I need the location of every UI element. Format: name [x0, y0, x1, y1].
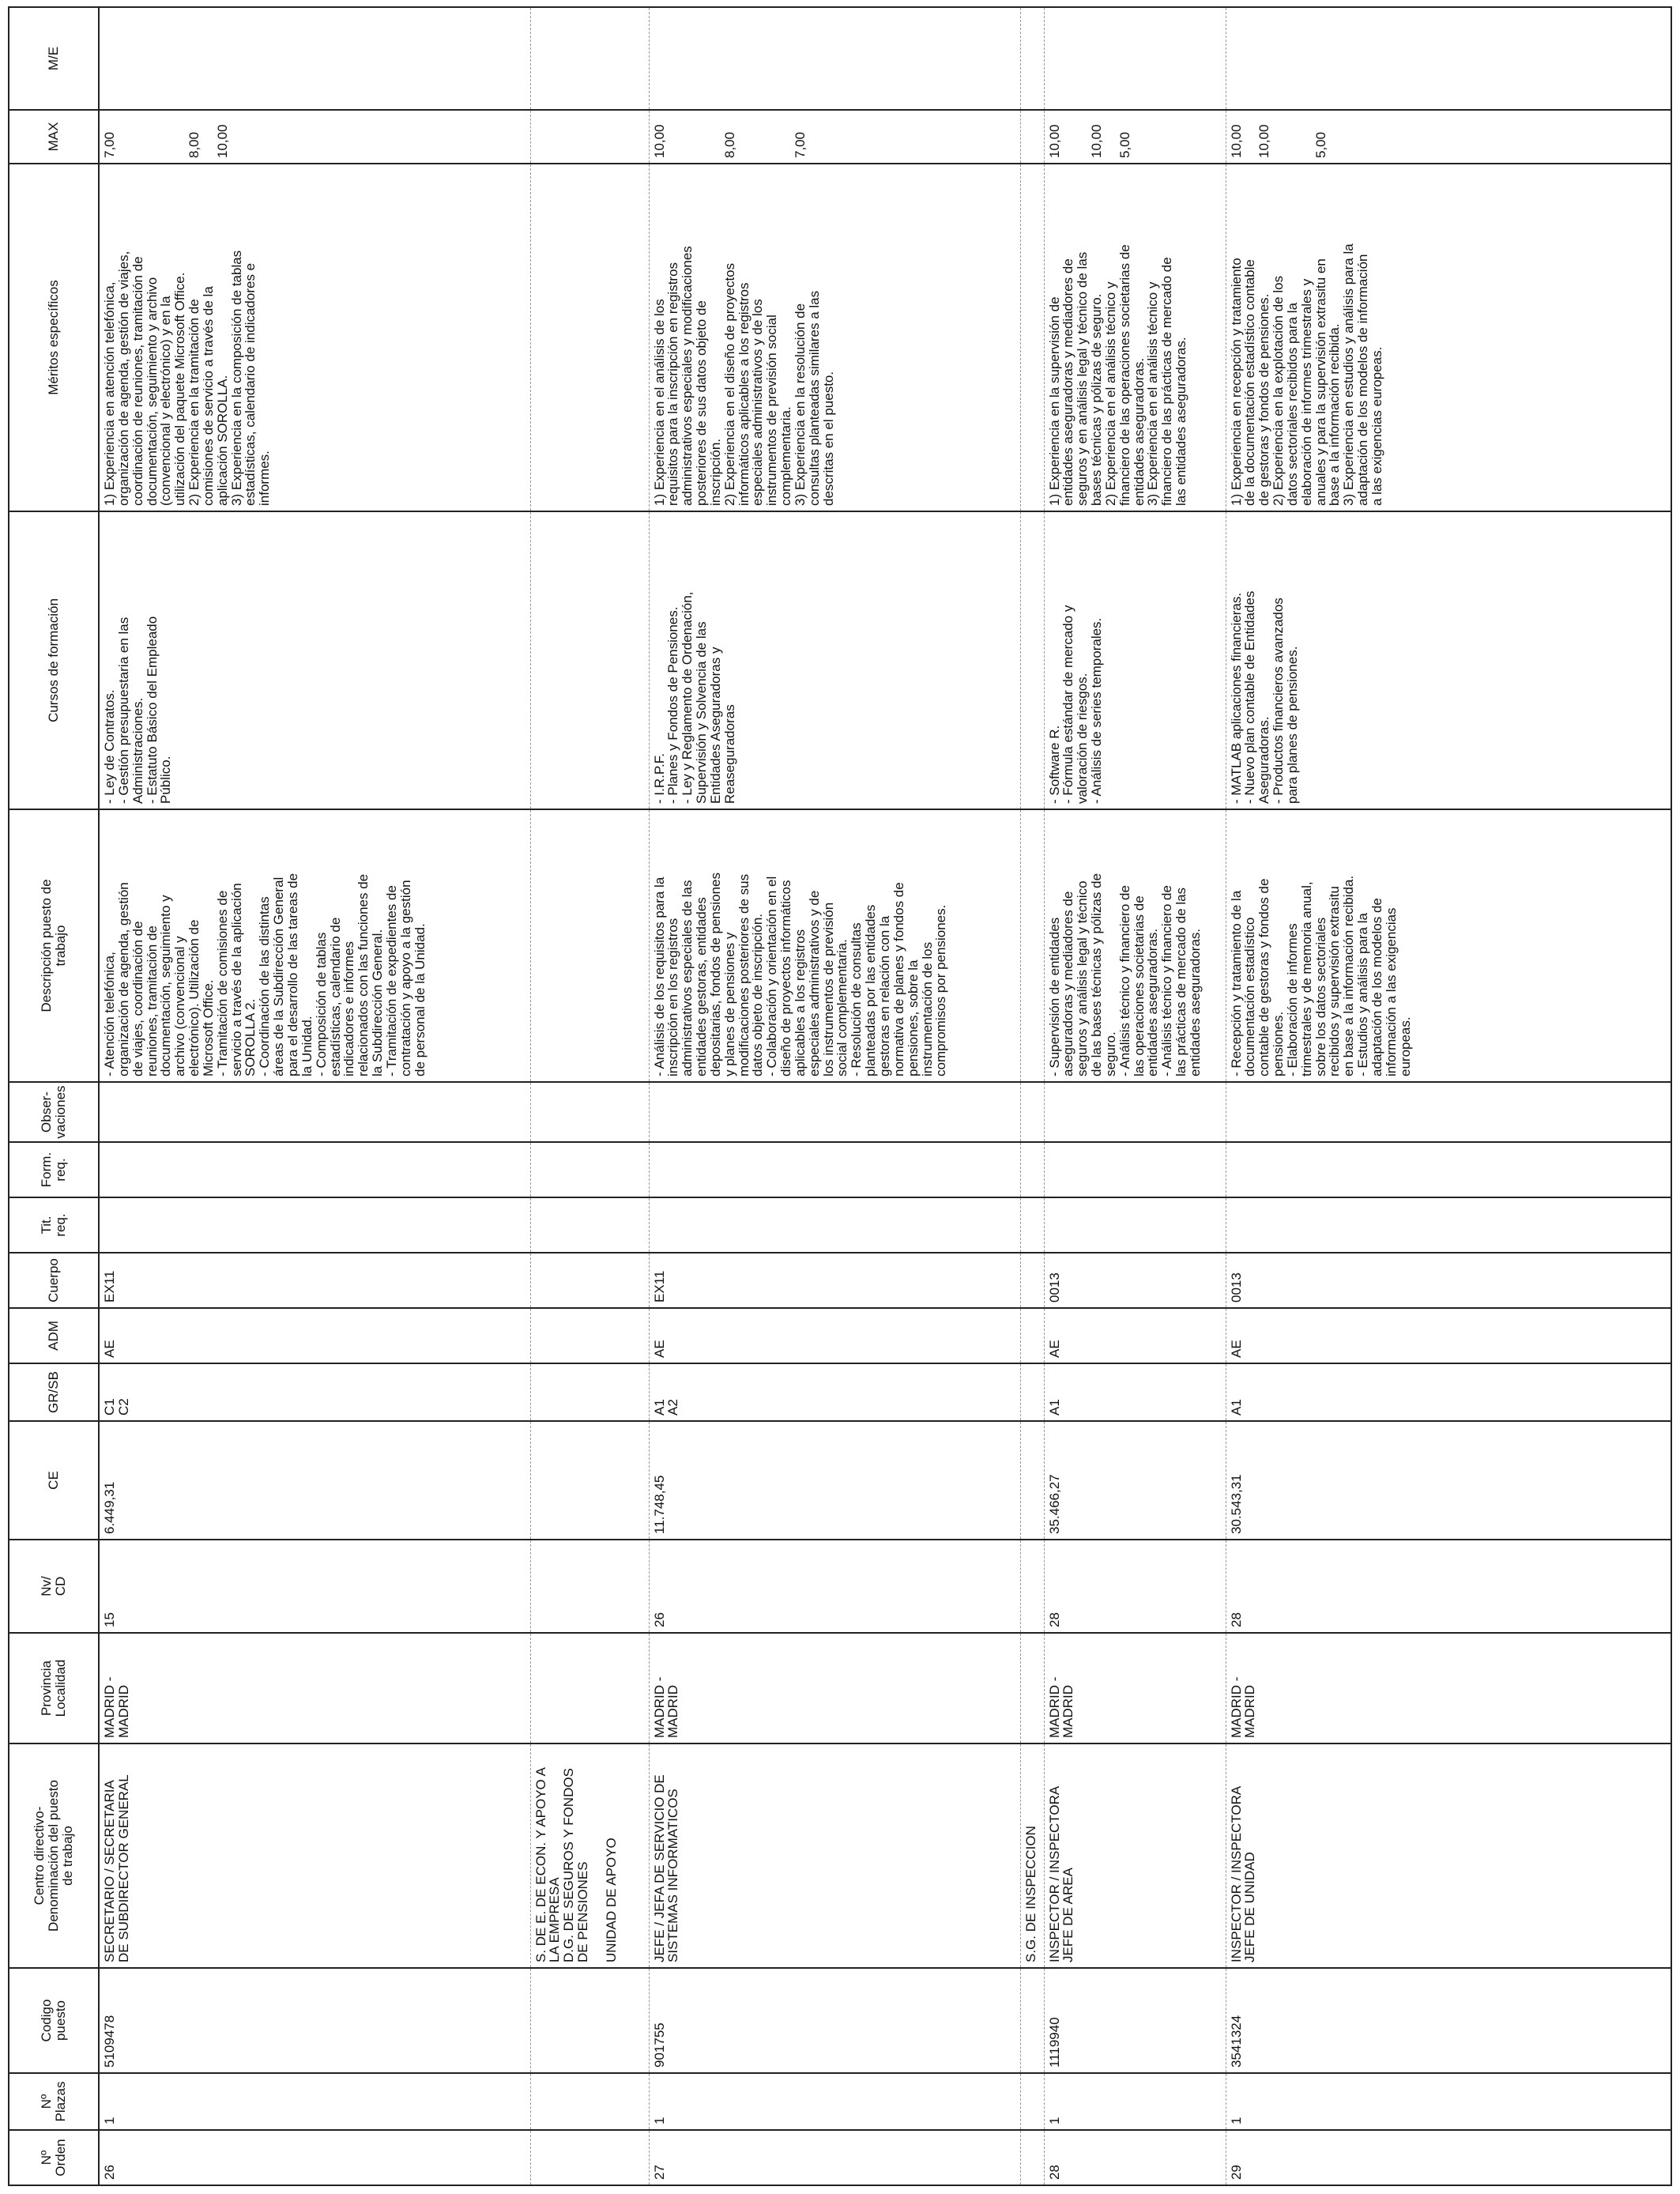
cell-empty [530, 2073, 649, 2130]
cell-obs [1226, 1082, 1671, 1142]
header-cuerpo: Cuerpo [9, 1253, 99, 1308]
cell-empty [530, 1968, 649, 2073]
cell-cuerpo: 0013 [1226, 1253, 1671, 1308]
table-row [99, 7, 530, 2185]
cell-empty [530, 7, 649, 110]
cell-empty [1020, 1082, 1044, 1142]
cell-empty [530, 809, 649, 1082]
cell-centro: SECRETARIO / SECRETARIA DE SUBDIRECTOR GENERAL [99, 1744, 530, 1968]
cell-tit [1226, 1197, 1671, 1253]
cell-me [1044, 7, 1226, 110]
cell-form [1226, 1142, 1671, 1197]
cell-centro: INSPECTOR / INSPECTORA JEFE DE UNIDAD [1226, 1744, 1671, 1968]
cell-empty [530, 1197, 649, 1253]
cell-cursos: - Ley de Contratos. - Gestión presupuestaria en las Administraciones. - Estatuto Básico del Empleado Público. [99, 511, 530, 809]
cell-descripcion: - Atención telefónica, organización de agenda, gestión de viajes, coordinación de reuniones, tramitación de documentación, seguimiento y archivo (convencional y electrónico). Utilización de Microsoft Office. - Tramitación de comisiones de servicio a través de la aplicación SOROLLA 2. - Coordinación de las distintas áreas de la Subdirección General para el desarrollo de las tareas de la Unidad. - Composición de tablas estadísticas, calendario de indicadores e informes relacionados con las funciones de la Subdirección General. - Tramitación de expedientes de contratación y apoyo a la gestión de personal de la Unidad. [99, 809, 530, 1082]
cell-max: 7,00 8,00 10,00 [99, 110, 530, 164]
cell-empty [1020, 511, 1044, 809]
cell-adm: AE [1226, 1308, 1671, 1363]
cell-adm: AE [1044, 1308, 1226, 1363]
cell-max: 10,00 10,00 5,00 [1226, 110, 1671, 164]
cell-empty [1020, 1308, 1044, 1363]
cell-grupo: A1 [1044, 1363, 1226, 1421]
job-positions-table [8, 6, 1672, 2186]
cell-descripcion: - Recepción y tratamiento de la documentación estadístico contable de gestoras y fondos de pensiones. - Elaboración de informes trimestrales y de memoria anual, sobre los datos sectoriales recibidos y supervisión extrasitu en base a la información recibida. - Estudios y análisis para la adaptación de los modelos de información a las exigencias europeas. [1226, 809, 1671, 1082]
cell-empty [530, 1308, 649, 1363]
cell-cuerpo: EX11 [649, 1253, 1020, 1308]
header-tit: Tit. req. [9, 1197, 99, 1253]
cell-nivel: 26 [649, 1540, 1020, 1633]
section-centro: S.G. DE INSPECCION [1020, 1744, 1044, 1968]
cell-max: 10,00 10,00 5,00 [1044, 110, 1226, 164]
table-body [99, 7, 1671, 2185]
cell-ce: 30.543,31 [1226, 1421, 1671, 1540]
cell-codigo: 5109478 [99, 1968, 530, 2073]
cell-cuerpo: 0013 [1044, 1253, 1226, 1308]
table-header [9, 7, 99, 2185]
cell-plazas: 1 [649, 2073, 1020, 2130]
header-orden: Nº Orden [9, 2130, 99, 2185]
cell-provincia: MADRID - MADRID [1044, 1633, 1226, 1744]
cell-nivel: 15 [99, 1540, 530, 1633]
cell-empty [530, 1142, 649, 1197]
cell-tit [1044, 1197, 1226, 1253]
cell-grupo: A1 A2 [649, 1363, 1020, 1421]
cell-cuerpo: EX11 [99, 1253, 530, 1308]
cell-empty [1020, 1968, 1044, 2073]
cell-provincia: MADRID - MADRID [99, 1633, 530, 1744]
cell-empty [1020, 110, 1044, 164]
cell-empty [1020, 1253, 1044, 1308]
cell-empty [1020, 2130, 1044, 2185]
header-plazas: Nº Plazas [9, 2073, 99, 2130]
cell-empty [530, 1363, 649, 1421]
header-cursos: Cursos de formación [9, 511, 99, 809]
cell-adm: AE [99, 1308, 530, 1363]
header-codigo: Codigo puesto [9, 1968, 99, 2073]
cell-grupo: A1 [1226, 1363, 1671, 1421]
cell-meritos: 1) Experiencia en la supervisión de entidades aseguradoras y mediadores de seguros y en análisis legal y técnico de las bases técnicas y pólizas de seguro. 2) Experiencia en el análisis técnico y financiero de las operaciones societarias de entidades aseguradoras. 3) Experiencia en el análisis técnico y financiero de las prácticas de mercado de las entidades aseguradoras. [1044, 164, 1226, 511]
cell-obs [1044, 1082, 1226, 1142]
cell-codigo: 1119940 [1044, 1968, 1226, 2073]
cell-obs [99, 1082, 530, 1142]
cell-centro: JEFE / JEFA DE SERVICIO DE SISTEMAS INFORMATICOS [649, 1744, 1020, 1968]
cell-cursos: - I.R.P.F. - Planes y Fondos de Pensiones. - Ley y Reglamento de Ordenación, Supervisión y Solvencia de las Entidades Aseguradoras y Reaseguradoras [649, 511, 1020, 809]
cell-empty [530, 2130, 649, 2185]
cell-empty [530, 1082, 649, 1142]
cell-me [99, 7, 530, 110]
cell-empty [1020, 2073, 1044, 2130]
cell-grupo: C1 C2 [99, 1363, 530, 1421]
cell-plazas: 1 [1044, 2073, 1226, 2130]
cell-me [1226, 7, 1671, 110]
cell-nivel: 28 [1226, 1540, 1671, 1633]
cell-orden: 26 [99, 2130, 530, 2185]
cell-ce: 6.449,31 [99, 1421, 530, 1540]
cell-orden: 29 [1226, 2130, 1671, 2185]
table-row [649, 7, 1020, 2185]
header-descripcion: Descripción puesto de trabajo [9, 809, 99, 1082]
cell-codigo: 901755 [649, 1968, 1020, 2073]
header-grupo: GR/SB [9, 1363, 99, 1421]
cell-form [1044, 1142, 1226, 1197]
cell-orden: 27 [649, 2130, 1020, 2185]
cell-meritos: 1) Experiencia en atención telefónica, organización de agenda, gestión de viajes, coordinación de reuniones, tramitación de documentación, seguimiento y archivo (convencional y electrónico) y en la utilización del paquete Microsoft Office. 2) Experiencia en la tramitación de comisiones de servicio a través de la aplicación SOROLLA. 3) Experiencia en la composición de tablas estadísticas, calendario de indicadores e informes. [99, 164, 530, 511]
cell-descripcion: - Análisis de los requisitos para la inscripción en los registros administrativos especiales de las entidades gestoras, entidades depositarias, fondos de pensiones y planes de pensiones y modificaciones posteriores de sus datos objeto de inscripción. - Colaboración y orientación en el diseño de proyectos informáticos aplicables a los registros especiales administrativos y de los instrumentos de previsión social complementaria. - Resolución de consultas planteadas por las entidades gestoras en relación con la normativa de planes y fondos de pensiones, sobre la instrumentación de los compromisos por pensiones. [649, 809, 1020, 1082]
cell-form [99, 1142, 530, 1197]
cell-empty [530, 1253, 649, 1308]
cell-nivel: 28 [1044, 1540, 1226, 1633]
header-me: M/E [9, 7, 99, 110]
cell-empty [1020, 809, 1044, 1082]
cell-tit [649, 1197, 1020, 1253]
cell-me [649, 7, 1020, 110]
cell-provincia: MADRID - MADRID [1226, 1633, 1671, 1744]
header-ce: CE [9, 1421, 99, 1540]
header-adm: ADM [9, 1308, 99, 1363]
cell-codigo: 3541324 [1226, 1968, 1671, 2073]
cell-empty [530, 1540, 649, 1633]
header-nivel: Nv/ CD [9, 1540, 99, 1633]
cell-tit [99, 1197, 530, 1253]
cell-adm: AE [649, 1308, 1020, 1363]
cell-empty [530, 164, 649, 511]
cell-empty [530, 110, 649, 164]
header-provincia: Provincia Localidad [9, 1633, 99, 1744]
section-row [1020, 7, 1044, 2185]
cell-empty [530, 1421, 649, 1540]
cell-empty [1020, 1142, 1044, 1197]
cell-empty [1020, 164, 1044, 511]
cell-empty [1020, 1363, 1044, 1421]
header-form: Form. req. [9, 1142, 99, 1197]
cell-centro: INSPECTOR / INSPECTORA JEFE DE AREA [1044, 1744, 1226, 1968]
cell-obs [649, 1082, 1020, 1142]
cell-empty [1020, 7, 1044, 110]
cell-cursos: - Software R. - Fórmula estándar de mercado y valoración de riesgos. - Análisis de series temporales. [1044, 511, 1226, 809]
section-row [530, 7, 649, 2185]
cell-descripcion: - Supervisión de entidades aseguradoras y mediadores de seguros y análisis legal y técnico de las bases técnicas y pólizas de seguro. - Análisis técnico y financiero de las operaciones societarias de entidades aseguradoras. - Análisis técnico y financiero de las prácticas de mercado de las entidades aseguradoras. [1044, 809, 1226, 1082]
cell-empty [1020, 1421, 1044, 1540]
cell-plazas: 1 [1226, 2073, 1671, 2130]
header-meritos: Méritos específicos [9, 164, 99, 511]
cell-form [649, 1142, 1020, 1197]
cell-empty [530, 511, 649, 809]
cell-max: 10,00 8,00 7,00 [649, 110, 1020, 164]
table-row [1044, 7, 1226, 2185]
cell-plazas: 1 [99, 2073, 530, 2130]
header-max: MAX [9, 110, 99, 164]
table-row [1226, 7, 1671, 2185]
cell-cursos: - MATLAB aplicaciones financieras. - Nuevo plan contable de Entidades Aseguradoras. - Productos financieros avanzados para planes de pensiones. [1226, 511, 1671, 809]
header-centro: Centro directivo- Denominación del puesto de trabajo [9, 1744, 99, 1968]
cell-empty [530, 1633, 649, 1744]
cell-empty [1020, 1197, 1044, 1253]
cell-provincia: MADRID - MADRID [649, 1633, 1020, 1744]
cell-ce: 35.466,27 [1044, 1421, 1226, 1540]
cell-meritos: 1) Experiencia en el análisis de los requisitos para la inscripción en registros administrativos especiales y modificaciones posteriores de sus datos objeto de inscripción. 2) Experiencia en el diseño de proyectos informáticos aplicables a los registros especiales administrativos y de los instrumentos de previsión social complementaria. 3) Experiencia en la resolución de consultas planteadas similares a las descritas en el puesto. [649, 164, 1020, 511]
header-obs: Obser- vaciones [9, 1082, 99, 1142]
cell-empty [1020, 1540, 1044, 1633]
cell-empty [1020, 1633, 1044, 1744]
section-centro: S. DE E. DE ECON. Y APOYO A LA EMPRESA D.G. DE SEGUROS Y FONDOS DE PENSIONES UNIDAD DE APOYO [530, 1744, 649, 1968]
cell-ce: 11.748,45 [649, 1421, 1020, 1540]
cell-orden: 28 [1044, 2130, 1226, 2185]
cell-meritos: 1) Experiencia en recepción y tratamiento de la documentación estadístico contable de gestoras y fondos de pensiones. 2) Experiencia en la explotación de los datos sectoriales recibidos para la elaboración de informes trimestrales y anuales y para la supervisión extrasitu en base a la información recibida. 3) Experiencia en estudios y análisis para la adaptación de los modelos de información a las exigencias europeas. [1226, 164, 1671, 511]
